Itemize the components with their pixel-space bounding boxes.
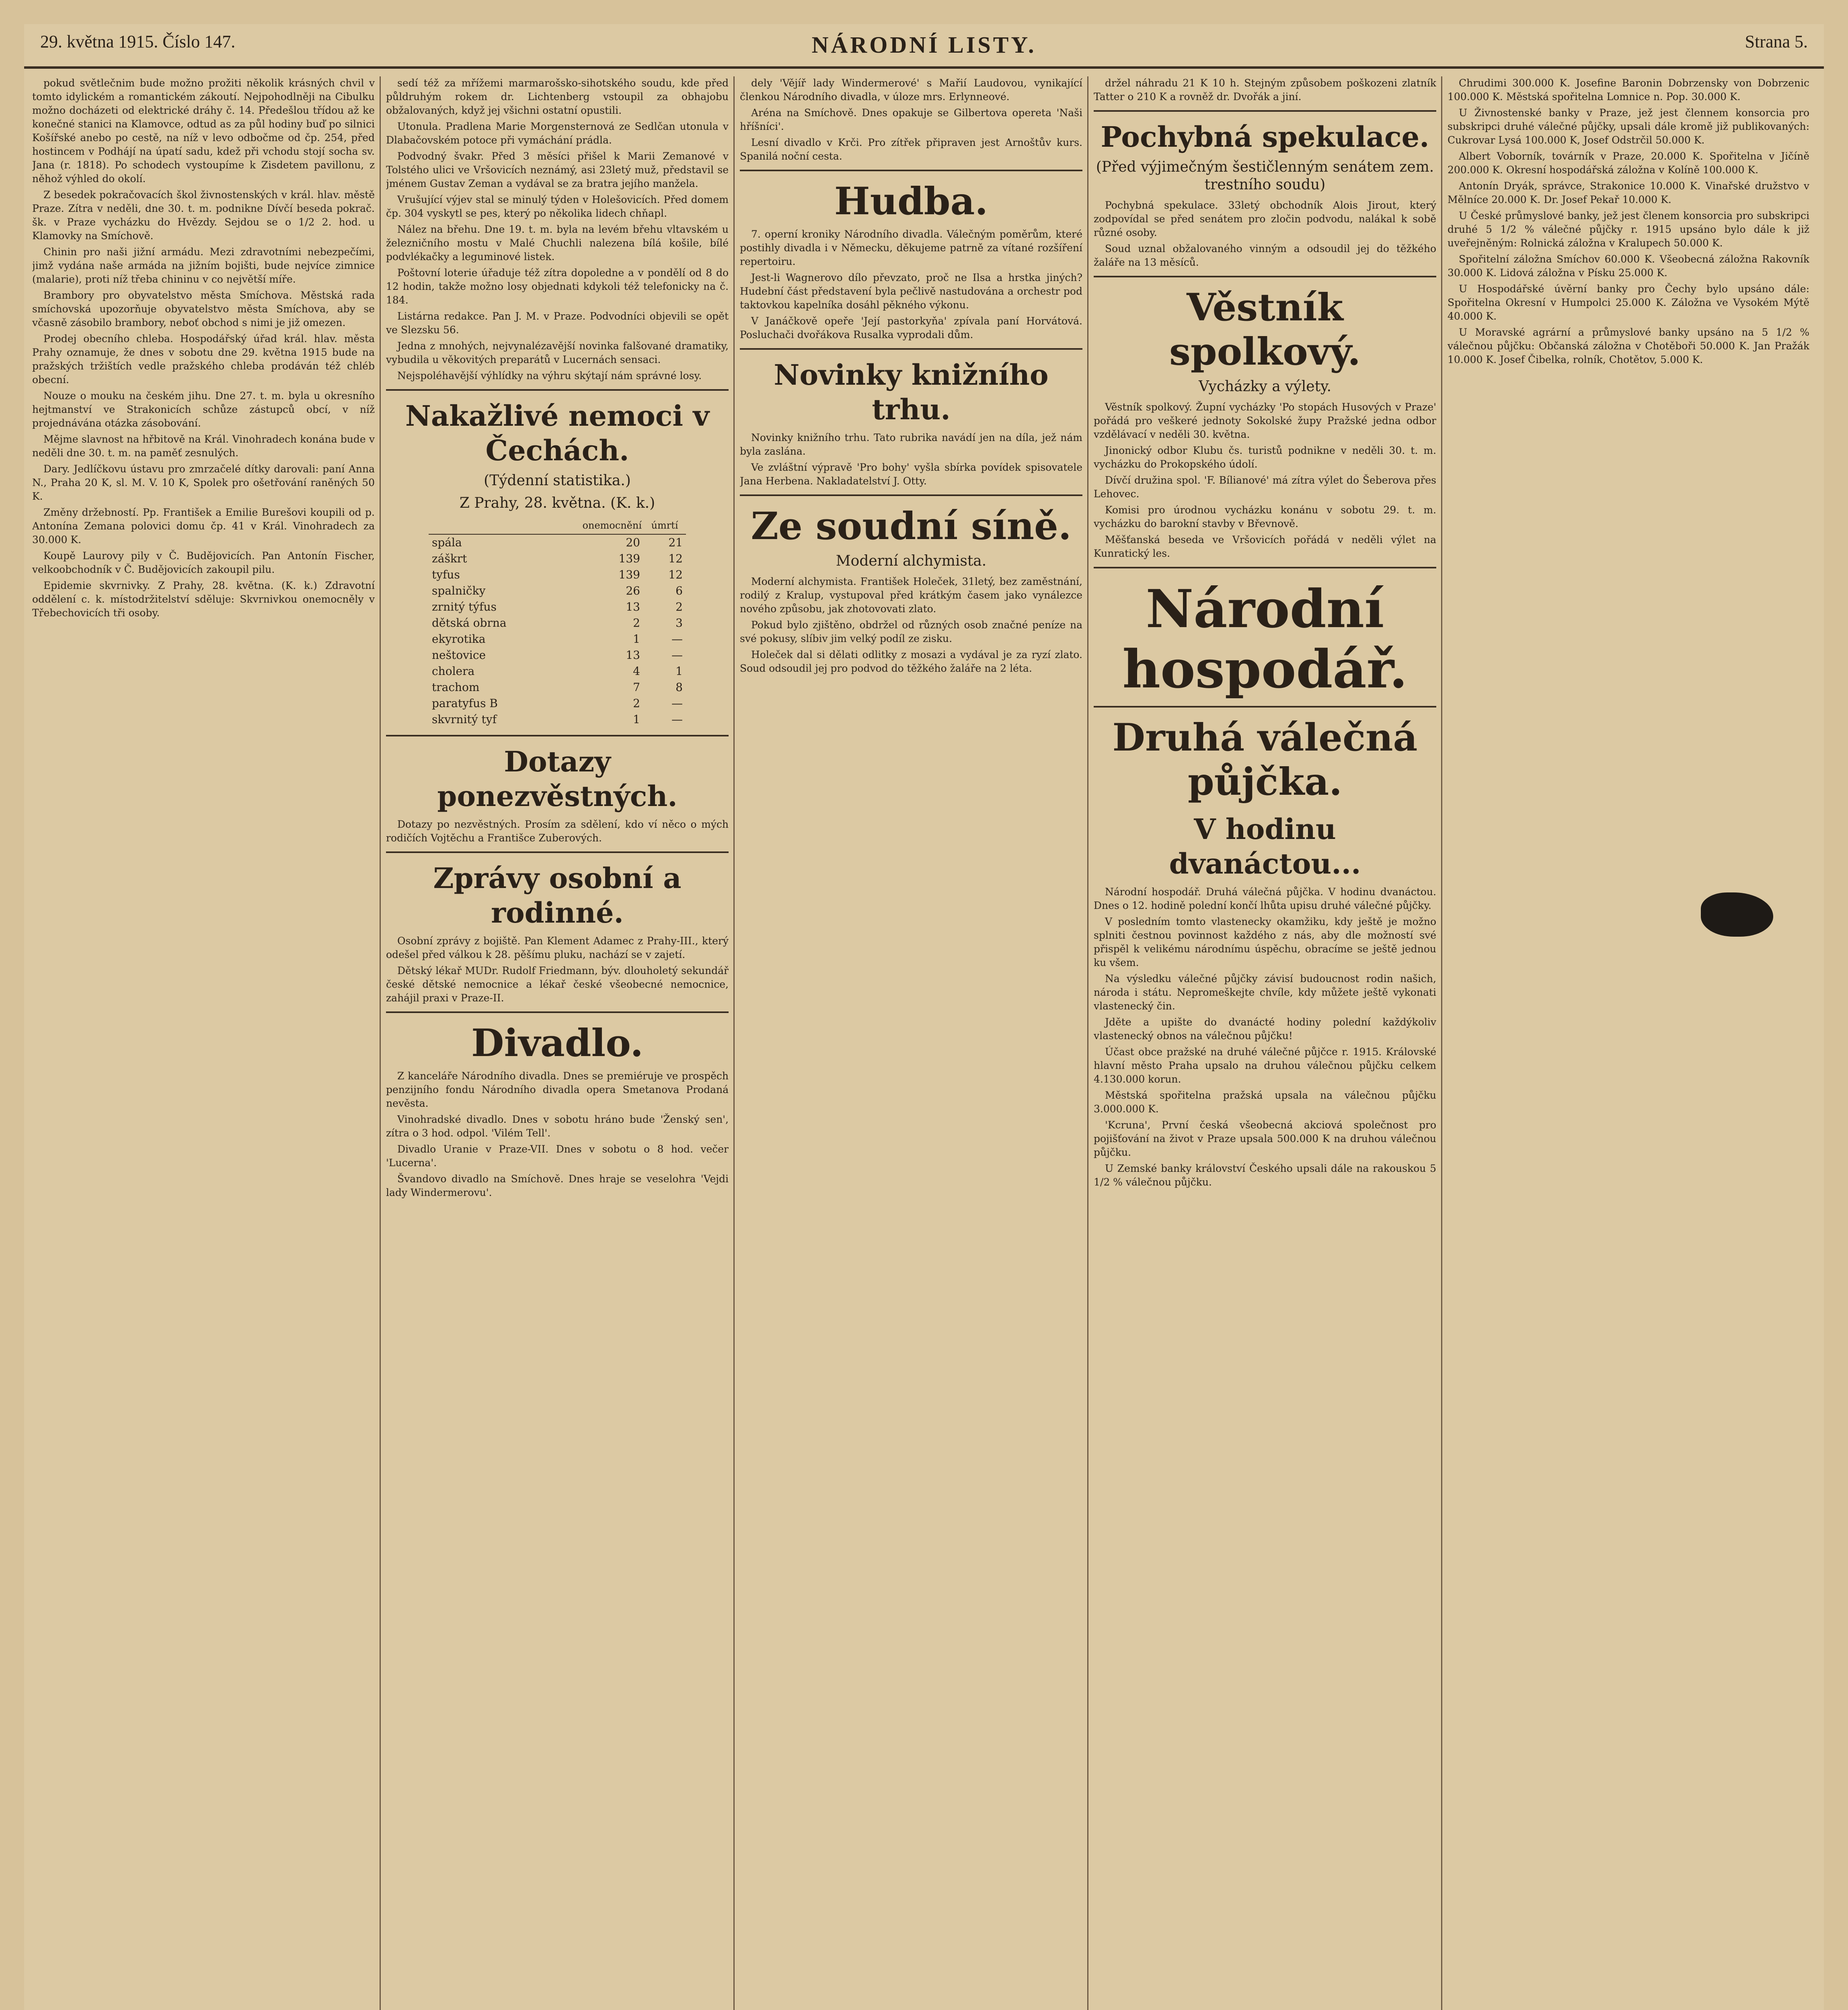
article-paragraph: Podvodný švakr. Před 3 měsíci přišel k Marii Zemanové v Tolstého ulici ve Vršovicích neznámý, asi 23letý muž, představil se jménem Gustav Zeman a vydával se za bratra jejího manžela. — [386, 150, 729, 189]
table-row — [429, 679, 686, 695]
article-paragraph: Brambory pro obyvatelstvo města Smíchova. Městská rada smíchovská upozorňuje obyvatelstvo města Smíchova, aby se včasně zásobilo brambory, neboť obchod s nimi je již omezen. — [32, 289, 375, 328]
table-row — [429, 631, 686, 647]
article-paragraph: Jděte a upište do dvanácté hodiny polední každýkoliv vlastenecký obnos na válečnou půjčku! — [1094, 1016, 1436, 1042]
column-divider — [733, 76, 735, 2010]
newspaper-title: NÁRODNÍ LISTY. — [811, 32, 1037, 58]
article-paragraph: Na výsledku válečné půjčky závisí budoucnost rodin našich, národa i státu. Nepromeškejte chvíle, kdy můžete ještě vykonati vlastenecký čin. — [1094, 973, 1436, 1012]
table-row — [429, 615, 686, 631]
table-row — [429, 599, 686, 615]
section-rule — [1094, 110, 1436, 112]
table-cell-dead: 2 — [676, 600, 683, 613]
section-rule — [386, 1011, 729, 1013]
article-paragraph: Ve zvláštní výpravě 'Pro bohy' vyšla sbírka povídek spisovatele Jana Herbena. Nakladatelství J. Otty. — [740, 461, 1082, 487]
section-title-nakazlive: Nakažlivé nemoci v Čechách. — [405, 399, 710, 467]
section-title-hudba: Hudba. — [834, 179, 988, 224]
article-paragraph: dely 'Vějíř lady Windermerové' s Mařií Laudovou, vynikající členkou Národního divadla, v úloze mrs. Erlynneové. — [740, 77, 1082, 103]
table-cell-dead: — — [671, 713, 683, 726]
article-paragraph: Švandovo divadlo na Smíchově. Dnes hraje se veselohra 'Vejdi lady Windermerovu'. — [386, 1173, 729, 1198]
disease-table — [429, 517, 686, 728]
table-row — [429, 567, 686, 583]
article-paragraph: Aréna na Smíchově. Dnes opakuje se Gilbertova opereta 'Naši hříšníci'. — [740, 107, 1082, 132]
table-header-empty — [429, 517, 581, 534]
masthead — [24, 24, 1824, 69]
article-paragraph: Chinin pro naši jižní armádu. Mezi zdravotními nebezpečími, jimž vydána naše armáda na jižním bojišti, bude nejvíce zimnice (malarie), proti níž třeba chininu v co největší míře. — [32, 246, 375, 285]
article-paragraph: U Moravské agrární a průmyslové banky upsáno na 5 1/2 % válečnou půjčku: Občanská záložna v Chotěboři 50.000 K. Jan Pražák 10.000 K. Josef Čibelka, rolník, Chotětov, 5.000 K. — [1448, 326, 1809, 365]
section-subtitle: Moderní alchymista. — [836, 553, 987, 569]
table-row — [429, 534, 686, 551]
article-paragraph: Účast obce pražské na druhé válečné půjčce r. 1915. Královské hlavní město Praha upsalo na druhou válečnou půjčku celkem 4.130.000 korun. — [1094, 1046, 1436, 1085]
section-title-vestnik: Věstník spolkový. — [1169, 285, 1361, 374]
article-paragraph: Spořitelní záložna Smíchov 60.000 K. Všeobecná záložna Rakovník 30.000 K. Lidová záložna v Písku 25.000 K. — [1448, 253, 1809, 279]
article-paragraph: Chrudimi 300.000 K. Josefine Baronin Dobrzensky von Dobrzenic 100.000 K. Městská spořitelna Lomnice n. Pop. 30.000 K. — [1448, 77, 1809, 103]
article-paragraph: U Hospodářské úvěrní banky pro Čechy bylo upsáno dále: Spořitelna Okresní v Humpolci 25.000 K. Záložna ve Vysokém Mýtě 40.000 K. — [1448, 283, 1809, 322]
article-paragraph: Utonula. Pradlena Marie Morgensternová ze Sedlčan utonula v Dlabačovském potoce při vymáchání prádla. — [386, 121, 729, 146]
article-paragraph: 7. operní kroniky Národního divadla. Válečným poměrům, které postihly divadla i v Německu, děkujeme patrně za vítané rozšíření repertoiru. — [740, 228, 1082, 267]
section-title-pochybna: Pochybná spekulace. — [1101, 120, 1429, 154]
table-cell-name: tyfus — [432, 568, 460, 581]
article-paragraph: Z besedek pokračovacích škol živnostenských v král. hlav. městě Praze. Zítra v neděli, dne 30. t. m. podnikne Dívčí beseda pokrač. šk. v Praze vycházku do Hvězdy. Sejdou se o 1/2 2. hod. u Klamovky na Smíchově. — [32, 189, 375, 242]
article-paragraph: Mějme slavnost na hřbitově na Král. Vinohradech konána bude v neděli dne 30. t. m. na paměť zesnulých. — [32, 433, 375, 459]
article-paragraph: Komisi pro úrodnou vycházku konánu v sobotu 29. t. m. vycházku do barokní stavby v Břevnově. — [1094, 504, 1436, 529]
table-row — [429, 551, 686, 567]
column-divider — [1087, 76, 1088, 2010]
table-header-ill: onemocnění — [581, 517, 643, 534]
article-paragraph: Změny držebností. Pp. František a Emilie Burešovi koupili od p. Antonína Zemana polovici domu čp. 41 v Král. Vinohradech za 30.000 K. — [32, 507, 375, 546]
article-paragraph: Divadlo Uranie v Praze-VII. Dnes v sobotu o 8 hod. večer 'Lucerna'. — [386, 1143, 729, 1169]
table-intro: Z Prahy, 28. května. (K. k.) — [459, 495, 655, 511]
table-row — [429, 647, 686, 663]
section-subtitle: (Týdenní statistika.) — [484, 472, 631, 489]
article-paragraph: Městská spořitelna pražská upsala na válečnou půjčku 3.000.000 K. — [1094, 1089, 1436, 1115]
table-cell-ill: 26 — [626, 584, 640, 597]
table-cell-name: záškrt — [432, 552, 467, 565]
table-cell-ill: 2 — [633, 697, 640, 710]
table-cell-ill: 139 — [618, 568, 640, 581]
table-cell-ill: 139 — [618, 552, 640, 565]
section-subtitle: (Před výjimečným šestičlenným senátem zem. trestního soudu) — [1096, 159, 1434, 193]
table-row — [429, 695, 686, 712]
section-subtitle: Vycházky a výlety. — [1198, 378, 1332, 395]
section-rule — [1094, 276, 1436, 277]
table-cell-dead: 12 — [668, 552, 683, 565]
article-paragraph: Dary. Jedlíčkovu ústavu pro zmrzačelé dítky darovali: paní Anna N., Praha 20 K, sl. M. V. 10 K, Spolek pro ošetřování raněných 50 K. — [32, 463, 375, 502]
table-cell-ill: 4 — [633, 665, 640, 678]
article-paragraph: Soud uznal obžalovaného vinným a odsoudil jej do těžkého žaláře na 13 měsíců. — [1094, 243, 1436, 268]
table-cell-name: zrnitý týfus — [432, 600, 497, 613]
article-paragraph: Prodej obecního chleba. Hospodářský úřad král. hlav. města Prahy oznamuje, že dnes v sobotu dne 29. května 1915 bude na pražských tržištích vedle pražského chleba prodáván též chléb obecní. — [32, 333, 375, 386]
article-paragraph: Albert Voborník, továrník v Praze, 20.000 K. Spořitelna v Jičíně 200.000 K. Okresní hospodářská záložna v Kolíně 100.000 K. — [1448, 150, 1809, 176]
table-cell-ill: 7 — [633, 681, 640, 694]
article-paragraph: V posledním tomto vlastenecky okamžiku, kdy ještě je možno splniti čestnou povinnost každého z nás, aby dle možností své přispěl k velikému národnímu úspěchu, obracíme se ještě jednou ku všem. — [1094, 916, 1436, 968]
table-cell-dead: — — [671, 648, 683, 662]
article-paragraph: Pokud bylo zjištěno, obdržel od různých osob značné peníze na své pokusy, slíbiv jim velký podíl ze zisku. — [740, 619, 1082, 644]
section-title-divadlo: Divadlo. — [471, 1021, 643, 1065]
column-1 — [32, 76, 375, 2010]
table-cell-ill: 13 — [626, 648, 640, 662]
table-cell-ill: 13 — [626, 600, 640, 613]
article-paragraph: Jest-li Wagnerovo dílo převzato, proč ne Ilsa a hrstka jiných? Hudební část představení byla pečlivě nastudována a orchestr pod taktovkou kapelníka dosáhl pěkného výkonu. — [740, 272, 1082, 311]
article-paragraph: Vinohradské divadlo. Dnes v sobotu hráno bude 'Ženský sen', zítra o 3 hod. odpol. 'Vilém Tell'. — [386, 1114, 729, 1139]
article-paragraph: držel náhradu 21 K 10 h. Stejným způsobem poškozeni zlatník Tatter o 210 K a rovněž dr. Dvořák a jiní. — [1094, 77, 1436, 103]
article-paragraph: Dívčí družina spol. 'F. Bílianové' má zítra výlet do Šeberova přes Lehovec. — [1094, 474, 1436, 500]
newspaper-page — [24, 24, 1824, 2010]
table-cell-name: dětská obrna — [432, 616, 507, 630]
article-paragraph: Jinonický odbor Klubu čs. turistů podnikne v neděli 30. t. m. vycházku do Prokopského údolí. — [1094, 445, 1436, 470]
table-cell-dead: 21 — [668, 536, 683, 549]
date-issue: 29. května 1915. Číslo 147. — [40, 32, 236, 51]
column-4 — [1094, 76, 1436, 2010]
article-paragraph: V Janáčkově opeře 'Její pastorkyňa' zpívala paní Horvátová. Posluchači dvořákova Rusalka vyprodali dům. — [740, 315, 1082, 340]
table-row — [429, 712, 686, 728]
table-cell-ill: 2 — [633, 616, 640, 630]
table-cell-ill: 1 — [633, 713, 640, 726]
table-cell-dead: 12 — [668, 568, 683, 581]
table-cell-ill: 20 — [626, 536, 640, 549]
disease-table-body — [429, 534, 686, 728]
article-paragraph: Pochybná spekulace. 33letý obchodník Alois Jirout, který zodpovídal se před senátem pro zločin podvodu, nalákal k sobě různé osoby. — [1094, 199, 1436, 238]
table-cell-name: paratyfus B — [432, 697, 498, 710]
table-cell-dead: 6 — [676, 584, 683, 597]
table-cell-name: neštovice — [432, 648, 486, 662]
article-paragraph: Vrušující výjev stal se minulý týden v Holešovicích. Před domem čp. 304 vyskytl se pes, který po několika lidech chňapl. — [386, 194, 729, 219]
section-rule — [1094, 706, 1436, 708]
article-paragraph: Lesní divadlo v Krči. Pro zítřek připraven jest Arnoštův kurs. Spanilá noční cesta. — [740, 137, 1082, 162]
table-cell-dead: — — [671, 697, 683, 710]
column-divider — [1441, 76, 1442, 2010]
article-paragraph: pokud světlečnim bude možno prožiti několik krásných chvil v tomto idylickém a romantickém zákoutí. Nejpohodlněji na Cibulku možno docházeti od elektrické dráhy č. 14. Předešlou třídou až ke konečné stanici na Klamovce, odtud as za půl hodiny buď po silnici Košířské anebo po cestě, na níž v levo odbočme od čp. 254, před hostincem v Podhájí na úpatí sadu, kdež při vchodu stojí socha sv. Jana (r. 1818). Po schodech vystoupíme k Zisdetem pavillonu, z něhož výhled do okolí. — [32, 77, 375, 185]
table-row — [429, 663, 686, 679]
table-cell-name: skvrnitý tyf — [432, 713, 497, 726]
table-cell-dead: 3 — [676, 616, 683, 630]
section-title-pujcka: Druhá válečná půjčka. — [1112, 716, 1418, 804]
table-row — [429, 583, 686, 599]
section-title-dotazy: Dotazy ponezvěstných. — [437, 745, 678, 813]
table-cell-name: trachom — [432, 681, 480, 694]
article-paragraph: Věstník spolkový. Župní vycházky 'Po stopách Husových v Praze' pořádá pro veškeré jednoty Sokolské župy Pražské jedna odbor vzdělávací v neděli 30. května. — [1094, 401, 1436, 440]
table-cell-name: cholera — [432, 665, 475, 678]
article-paragraph: Listárna redakce. Pan J. M. v Praze. Podvodníci objevili se opět ve Slezsku 56. — [386, 310, 729, 336]
section-title-novinky: Novinky knižního trhu. — [774, 358, 1049, 426]
article-paragraph: sedí též za mřížemi marmarošsko-sihotského soudu, kde před půldruhým rokem dr. Lichtenberg vstoupil za obhajobu obžalovaných, když jej všichni ostatní opustili. — [386, 77, 729, 116]
article-paragraph: Dotazy po nezvěstných. Prosím za sdělení, kdo ví něco o mých rodičích Vojtěchu a Františce Zuberových. — [386, 818, 729, 844]
article-paragraph: Osobní zprávy z bojiště. Pan Klement Adamec z Prahy-III., který odešel před válkou k 28. pěšímu pluku, nachází se v zajetí. — [386, 935, 729, 960]
article-paragraph: Nouze o mouku na českém jihu. Dne 27. t. m. byla u okresního hejtmanství ve Strakonicích schůze zástupců obcí, v níž projednávána otázka zásobování. — [32, 390, 375, 429]
section-title-dvanacte: V hodinu dvanáctou... — [1169, 812, 1361, 880]
article-paragraph: Národní hospodář. Druhá válečná půjčka. V hodinu dvanáctou. Dnes o 12. hodině polední končí lhůta upisu druhé válečné půjčky. — [1094, 886, 1436, 911]
table-cell-dead: 1 — [676, 665, 683, 678]
table-cell-ill: 1 — [633, 632, 640, 646]
table-cell-name: spála — [432, 536, 462, 549]
article-paragraph: U České průmyslové banky, jež jest členem konsorcia pro subskripci druhé 5 1/2 % válečné půjčky r. 1915 upsáno bylo dále k již uveřejněným: Rolnická záložna v Kralupech 50.000 K. — [1448, 210, 1809, 249]
article-paragraph: Poštovní loterie úřaduje též zítra dopoledne a v pondělí od 8 do 12 hodin, takže možno losy objednati kdykoli též telefonicky na č. 184. — [386, 267, 729, 306]
article-paragraph: Koupě Laurovy pily v Č. Budějovicích. Pan Antonín Fischer, velkoobchodník v Č. Budějovicích zakoupil pilu. — [32, 550, 375, 575]
table-header-dead: úmrtí — [643, 517, 686, 534]
section-rule — [1094, 567, 1436, 568]
section-title-soudni: Ze soudní síně. — [751, 504, 1072, 548]
article-paragraph: Dětský lékař MUDr. Rudolf Friedmann, býv. dlouholetý sekundář české dětské nemocnice a lékař české všeobecné nemocnice, zahájil praxi v Praze-II. — [386, 965, 729, 1004]
column-3 — [740, 76, 1082, 2010]
article-paragraph: Epidemie skvrnivky. Z Prahy, 28. května. (K. k.) Zdravotní oddělení c. k. místodržitelství sděluje: Skvrnivkou onemocněly v Třebechovicích tři osoby. — [32, 580, 375, 619]
column-2 — [386, 76, 729, 2010]
article-paragraph: Antonín Dryák, správce, Strakonice 10.000 K. Vinařské družstvo v Mělníce 20.000 K. Dr. Josef Pekař 10.000 K. — [1448, 180, 1809, 205]
table-cell-dead: — — [671, 632, 683, 646]
article-paragraph: Novinky knižního trhu. Tato rubrika navádí jen na díla, jež nám byla zaslána. — [740, 432, 1082, 457]
table-cell-dead: 8 — [676, 681, 683, 694]
section-rule — [386, 389, 729, 391]
article-paragraph: Holeček dal si dělati odlitky z mosazi a vydával je za ryzí zlato. Soud odsoudil jej pro podvod do těžkého žaláře na 2 léta. — [740, 649, 1082, 674]
article-paragraph: U Živnostenské banky v Praze, jež jest člennem konsorcia pro subskripci druhé válečné půjčky, upsali dále kromě již publikovaných: Cukrovar Lysá 100.000 K, Josef Odstrčil 50.000 K. — [1448, 107, 1809, 146]
table-cell-name: ekyrotika — [432, 632, 486, 646]
article-paragraph: 'Kcruna', První česká všeobecná akciová společnost pro pojišťování na život v Praze upsala 500.000 K na druhou válečnou půjčku. — [1094, 1119, 1436, 1158]
article-paragraph: Jedna z mnohých, nejvynalézavější novinka falšované dramatiky, vybudila u věkovitých preparátů v Lucernách sensaci. — [386, 340, 729, 365]
section-rule — [386, 735, 729, 736]
article-paragraph: Nález na břehu. Dne 19. t. m. byla na levém břehu vltavském u železničního mostu v Malé Chuchli nalezena bílá košile, bílé podvlékačky a leguminové listek. — [386, 224, 729, 263]
article-paragraph: Měšťanská beseda ve Vršovicích pořádá v neděli výlet na Kunratický les. — [1094, 534, 1436, 559]
section-rule — [740, 494, 1082, 496]
article-paragraph: U Zemské banky království Českého upsali dále na rakouskou 5 1/2 % válečnou půjčku. — [1094, 1163, 1436, 1188]
section-rule — [740, 170, 1082, 171]
column-5 — [1448, 76, 1809, 2010]
article-paragraph: Moderní alchymista. František Holeček, 31letý, bez zaměstnání, rodilý z Kralup, vystupoval před krátkým časem jako vynálezce nového způsobu, jak zhotovovati zlato. — [740, 576, 1082, 615]
section-title-zpravy: Zprávy osobní a rodinné. — [433, 861, 682, 929]
article-paragraph: Nejspoléhavější výhlídky na výhru skýtají nám správné losy. — [397, 370, 702, 381]
table-cell-name: spalničky — [432, 584, 486, 597]
section-rule — [386, 851, 729, 853]
page-number: Strana 5. — [1745, 32, 1808, 51]
article-paragraph: Z kanceláře Národního divadla. Dnes se premiéruje ve prospěch penzijního fondu Národního divadla opera Smetanova Prodaná nevěsta. — [386, 1070, 729, 1109]
section-title-hospodar: Národní hospodář. — [1122, 578, 1408, 700]
section-rule — [740, 348, 1082, 350]
column-divider — [380, 76, 381, 2010]
